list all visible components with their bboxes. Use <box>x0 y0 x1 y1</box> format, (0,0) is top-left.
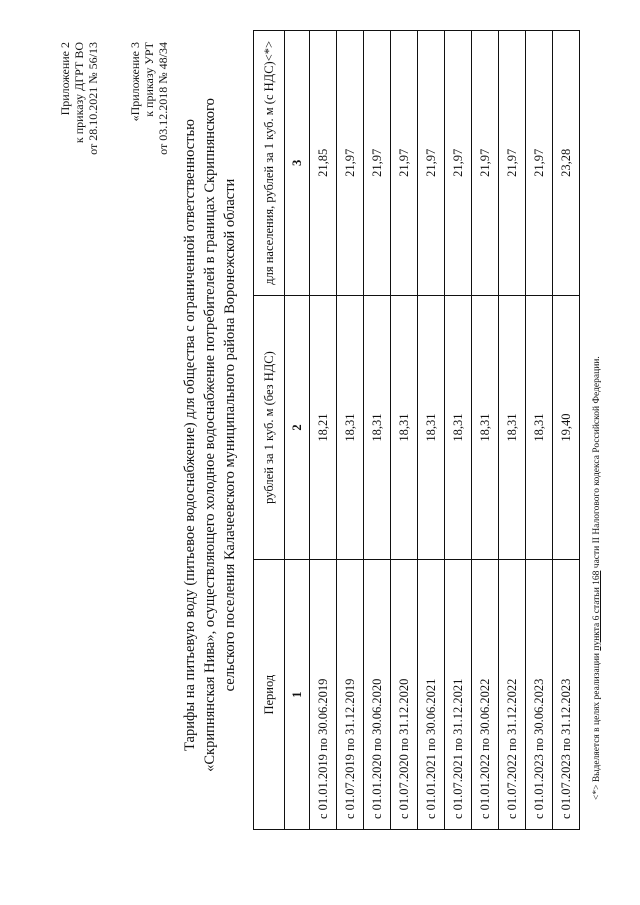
cell-period: с 01.07.2023 по 31.12.2023 <box>553 560 580 830</box>
appendix-reference-current <box>58 42 100 155</box>
cell-period: с 01.07.2022 по 31.12.2022 <box>499 560 526 830</box>
cell-price-population: 21,97 <box>499 31 526 296</box>
appendix-line: «Приложение 3 <box>128 42 142 122</box>
cell-price-no-vat: 18,21 <box>310 295 337 560</box>
document-title <box>180 85 240 785</box>
cell-price-no-vat: 18,31 <box>526 295 553 560</box>
cell-price-population: 21,97 <box>526 31 553 296</box>
table-row <box>337 31 364 830</box>
cell-price-population: 21,97 <box>445 31 472 296</box>
column-number: 2 <box>285 295 310 560</box>
tariff-table <box>253 30 580 830</box>
footnote-prefix: <*> Выделяется в целях реализации <box>592 650 602 800</box>
cell-price-no-vat: 18,31 <box>337 295 364 560</box>
table-row <box>364 31 391 830</box>
table-row <box>526 31 553 830</box>
appendix-line: Приложение 2 <box>58 42 72 116</box>
table-row <box>445 31 472 830</box>
header-price-no-vat: рублей за 1 куб. м (без НДС) <box>254 295 285 560</box>
table-row <box>418 31 445 830</box>
column-number: 3 <box>285 31 310 296</box>
cell-period: с 01.07.2019 по 31.12.2019 <box>337 560 364 830</box>
cell-price-no-vat: 18,31 <box>445 295 472 560</box>
cell-period: с 01.01.2021 по 30.06.2021 <box>418 560 445 830</box>
title-line: «Скрипнянская Нива», осуществляющего холодное водоснабжение потребителей в границах Скрипнянского <box>202 98 218 772</box>
cell-period: с 01.01.2023 по 30.06.2023 <box>526 560 553 830</box>
cell-period: с 01.07.2020 по 31.12.2020 <box>391 560 418 830</box>
cell-period: с 01.01.2019 по 30.06.2019 <box>310 560 337 830</box>
appendix-reference-original <box>128 42 170 155</box>
table-row <box>553 31 580 830</box>
footnote <box>592 356 602 800</box>
table-row <box>499 31 526 830</box>
cell-price-population: 21,85 <box>310 31 337 296</box>
cell-price-population: 23,28 <box>553 31 580 296</box>
appendix-line: к приказу УРТ <box>142 42 156 117</box>
table-row <box>310 31 337 830</box>
cell-price-no-vat: 18,31 <box>418 295 445 560</box>
header-period: Период <box>254 560 285 830</box>
table-row <box>472 31 499 830</box>
cell-period: с 01.01.2020 по 30.06.2020 <box>364 560 391 830</box>
cell-price-no-vat: 18,31 <box>364 295 391 560</box>
cell-period: с 01.07.2021 по 31.12.2021 <box>445 560 472 830</box>
cell-price-no-vat: 18,31 <box>391 295 418 560</box>
footnote-law-link[interactable]: пункта 6 статьи 168 <box>592 570 602 651</box>
footnote-suffix: части II Налогового кодекса Российской Федерации. <box>592 356 602 571</box>
appendix-line: к приказу ДГРТ ВО <box>72 42 86 144</box>
cell-price-population: 21,97 <box>472 31 499 296</box>
table-body <box>310 31 580 830</box>
appendix-line: от 03.12.2018 № 48/34 <box>156 42 170 155</box>
header-price-population: для населения, рублей за 1 куб. м (с НДС)<*> <box>254 31 285 296</box>
table-header-row <box>254 31 285 830</box>
title-line: сельского поселения Калачеевского муниципального района Воронежской области <box>222 178 238 692</box>
table-row <box>391 31 418 830</box>
column-number: 1 <box>285 560 310 830</box>
cell-price-population: 21,97 <box>418 31 445 296</box>
cell-price-population: 21,97 <box>391 31 418 296</box>
column-number-row <box>285 31 310 830</box>
cell-price-no-vat: 19,40 <box>553 295 580 560</box>
cell-period: с 01.01.2022 по 30.06.2022 <box>472 560 499 830</box>
cell-price-no-vat: 18,31 <box>472 295 499 560</box>
cell-price-no-vat: 18,31 <box>499 295 526 560</box>
title-line: Тарифы на питьевую воду (питьевое водоснабжение) для общества с ограниченной ответственностью <box>182 119 198 751</box>
appendix-line: от 28.10.2021 № 56/13 <box>86 42 100 155</box>
cell-price-population: 21,97 <box>337 31 364 296</box>
cell-price-population: 21,97 <box>364 31 391 296</box>
